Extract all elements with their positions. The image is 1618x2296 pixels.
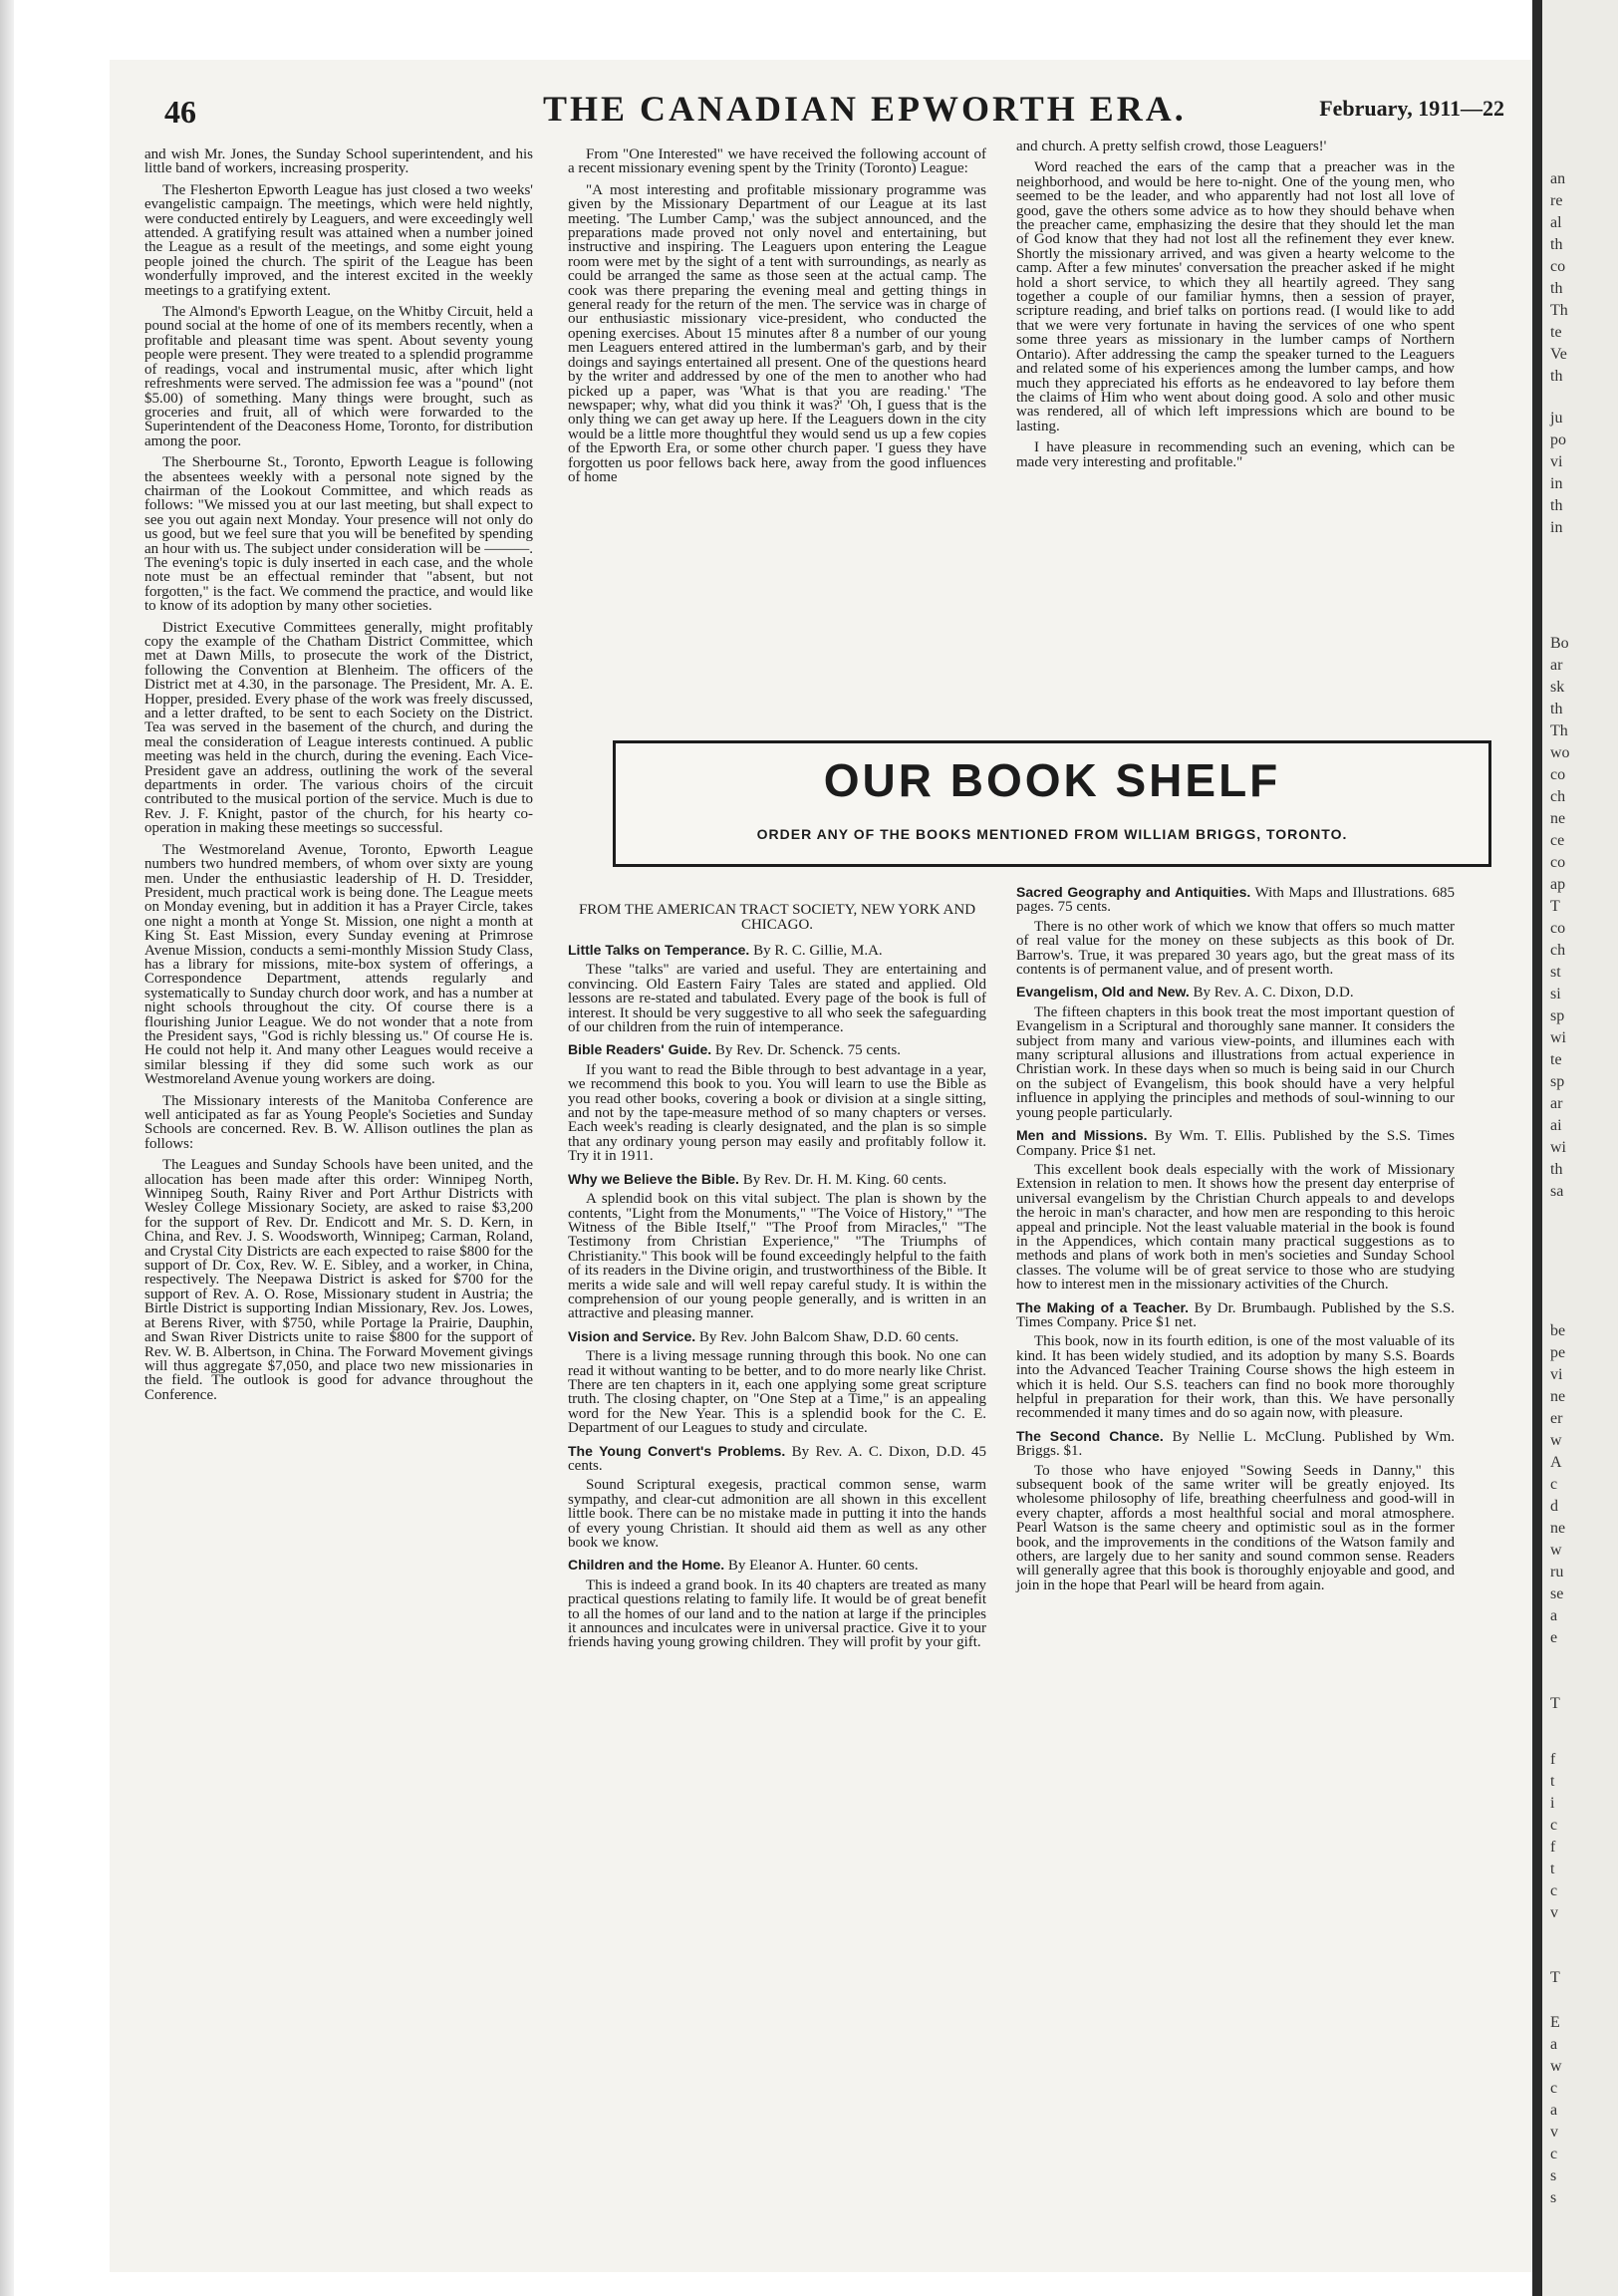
adjacent-page-fragment: te [1550, 324, 1562, 341]
adjacent-page-fragment: s [1550, 2167, 1557, 2184]
page-header [164, 88, 1504, 138]
adjacent-page-fragment: ap [1550, 876, 1566, 893]
book-entry-heading [1016, 1128, 1455, 1158]
adjacent-page-fragment: th [1550, 236, 1563, 253]
adjacent-page-fragment: i [1550, 1795, 1555, 1812]
book-title: Bible Readers' Guide. [568, 1041, 712, 1058]
book-title: Little Talks on Temperance. [568, 942, 750, 958]
book-byline: By Rev. Dr. H. M. King. 60 cents. [742, 1171, 947, 1188]
news-paragraph: The Sherbourne St., Toronto, Epworth League is following the absentees weekly with a personal note signed by the chairman of the Lookout Committee, and which reads as follows: "We missed you at our last meeting, but shall expect to see you out again next Monday. Your presence will not only do us good, but we feel sure that you will be benefited by spending an hour with us. The subject under consideration will be ———. The evening's topic is duly inserted in each case, and the whole note must be an effectual reminder that "absent, but not forgotten," is the fact. We commend the practice, and would like to know of its adoption by many other societies. [144, 454, 533, 615]
book-byline: By Rev. John Balcom Shaw, D.D. 60 cents. [698, 1328, 959, 1345]
adjacent-page-fragment: Ve [1550, 346, 1567, 363]
book-entry-heading [568, 1042, 986, 1057]
adjacent-page-fragment: an [1550, 170, 1566, 187]
page-number: 46 [164, 94, 196, 130]
adjacent-page-fragment: co [1550, 920, 1566, 937]
adjacent-page-fragment: pe [1550, 1344, 1566, 1361]
book-entry-heading [568, 1444, 986, 1474]
book-byline: By R. C. Gillie, M.A. [753, 943, 883, 959]
book-entry-heading [1016, 1429, 1455, 1459]
adjacent-page-fragment: vi [1550, 453, 1563, 470]
adjacent-page-fragment: wo [1550, 744, 1570, 761]
adjacent-page-fragment: re [1550, 192, 1563, 209]
adjacent-page-fragment: vi [1550, 1366, 1563, 1383]
news-paragraph: "A most interesting and profitable missionary programme was given by the Missionary Department of our League at its last meeting. 'The Lumber Camp,' was the subject announced, and the preparations made proved not only novel and entertaining, but instructive and inspiring. The Leaguers upon entering the League room were met by the sight of a tent with surroundings, as nearly as could be arranged the same as those seen at the actual camp. The cook was there preparing the evening meal and getting things in general ready for the return of the men. The service was in charge of our enthusiastic missionary vice-president, who conducted the opening exercises. About 15 minutes after 8 a number of our young men Leaguers entered attired in the lumberman's garb, and by their doings and sayings entertained all present. One of the questions heard by the writer and addressed by one of the men to another who had picked up a paper, was 'What is that you are reading.' 'The newspaper; why, what did you think it was?' 'Oh, I guess that is the only thing we can get away up here. If the Leaguers down in the city would be a little more thoughtful they would send us up a few copies of the Epworth Era, or some other church paper. 'I guess they have forgotten us poor fellows back here, away from the good influences of home [568, 181, 986, 485]
book-title: Vision and Service. [568, 1327, 696, 1344]
adjacent-page-fragment: ar [1550, 1095, 1563, 1112]
news-paragraph: District Executive Committees generally, might profitably copy the example of the Chatham District Committee, which met at Dawn Mills, to prosecute the work of the District, following the Convention at Blenheim. The officers of the District met at 4.30, in the parsonage. The President, Mr. A. E. Hopper, presided. Every phase of the work was freely discussed, and a letter drafted, to be sent to each Society on the District. Tea was served in the basement of the church, and during the meal the consideration of League interests continued. A public meeting was held in the church, during the evening. Each Vice-President gave an address, outlining the work of the several departments in order. The various choirs of the circuit contributed to the musical portion of the service. Much is due to Rev. J. F. Knight, pastor of the church, for his hearty co-operation in making these meetings so successful. [144, 619, 533, 837]
adjacent-page-fragment: Th [1550, 722, 1568, 739]
adjacent-page-fragment: ch [1550, 942, 1566, 959]
news-paragraph: and church. A pretty selfish crowd, those Leaguers!' [1016, 139, 1327, 154]
adjacent-page-fragment: sp [1550, 1073, 1565, 1090]
magazine-page [110, 60, 1534, 2272]
adjacent-page-fragment: t [1550, 1773, 1555, 1790]
book-title: Evangelism, Old and New. [1016, 984, 1190, 1001]
book-shelf-banner [613, 740, 1491, 867]
book-title: The Young Convert's Problems. [568, 1442, 786, 1459]
adjacent-page-fragment: c [1550, 2146, 1558, 2162]
adjacent-page-fragment: sp [1550, 1007, 1565, 1024]
issue-date: February, 1911—22 [1319, 96, 1504, 121]
news-paragraph: I have pleasure in recommending such an evening, which can be made very interesting and profitable." [1016, 439, 1455, 470]
news-column-3 [1016, 140, 1455, 476]
news-paragraph: and wish Mr. Jones, the Sunday School superintendent, and his little band of workers, increasing prosperity. [144, 146, 533, 177]
book-byline: By Rev. Dr. Schenck. 75 cents. [714, 1042, 901, 1059]
adjacent-page-fragment: th [1550, 368, 1563, 385]
adjacent-page-fragment: sa [1550, 1183, 1564, 1200]
adjacent-page-fragment: ar [1550, 657, 1563, 674]
adjacent-page-fragment: a [1550, 2102, 1558, 2119]
adjacent-page-fragment: wi [1550, 1139, 1566, 1156]
news-column-2 [568, 147, 986, 491]
book-entry-heading [568, 1172, 986, 1187]
adjacent-page-fragment: th [1550, 280, 1563, 297]
adjacent-page-fragment: T [1550, 1695, 1560, 1712]
publisher-heading: FROM THE AMERICAN TRACT SOCIETY, NEW YORK AND CHICAGO. [578, 902, 976, 933]
book-title: Why we Believe the Bible. [568, 1170, 739, 1187]
book-spine [1532, 0, 1542, 2296]
news-paragraph: The Westmoreland Avenue, Toronto, Epworth League numbers two hundred members, of whom over sixty are young men. Under the enthusiastic leadership of H. D. Tresidder, President, much practical work is being done. The League meets on Monday evening, but in addition it has a Prayer Circle, takes one night a month at Yonge St. Mission, one night a month at King St. East Mission, every Sunday evening at Primrose Avenue Mission, conducts a semi-monthly Mission Study Class, has a library for missions, mite-box system of offerings, a Correspondence Department, attends regularly and systematically to Sunday church door work, and has a number at night schools throughout the city. Of course there is a flourishing Junior League. We do not wonder that a note from the President says, "God is richly blessing us." Of course He is. He could not help it. And many other Leagues would receive a similar blessing if they did some such work as our Westmoreland Avenue young workers are doing. [144, 841, 533, 1088]
adjacent-page-fragment: sk [1550, 679, 1565, 696]
scan-edge [0, 0, 14, 2296]
adjacent-page-fragment: th [1550, 497, 1563, 514]
book-title: The Making of a Teacher. [1016, 1298, 1190, 1315]
adjacent-page-fragment: in [1550, 475, 1563, 492]
book-byline: By Dr. Brumbaugh. Published by the S.S. Times Company. Price $1 net. [1016, 1299, 1456, 1330]
book-entry-heading [568, 1558, 986, 1573]
adjacent-page-fragment: T [1550, 1969, 1560, 1986]
adjacent-page-fragment: er [1550, 1410, 1563, 1427]
book-byline: By Nellie L. McClung. Published by Wm. Briggs. $1. [1016, 1428, 1455, 1460]
adjacent-page-fragment: w [1550, 1432, 1562, 1449]
book-review: These "talks" are varied and useful. They are entertaining and convincing. Old Eastern Fairy Tales are stated and applied. Old lessons are re-stated and tabulated. Every page of the book is full of interest. It should be very suggestive to all who seek the safeguarding of our children from the ruin of intemperance. [568, 962, 986, 1036]
book-shelf-title: OUR BOOK SHELF [823, 754, 1281, 806]
adjacent-page-fragment: c [1550, 1476, 1558, 1493]
book-review: This book, now in its fourth edition, is one of the most valuable of its kind. It has been widely studied, and its adoption by many S.S. Boards into the Advanced Teacher Training Course shows the high esteem in which it is held. Our S.S. teachers can find no book more thoroughly helpful in preparation for their work, than this. We have personally recommended it many times and do so again now, with pleasure. [1016, 1333, 1455, 1422]
adjacent-page-fragment: f [1550, 1839, 1556, 1856]
news-paragraph: The Leagues and Sunday Schools have been united, and the allocation has been made after this order: Winnipeg North, Winnipeg South, Rainy River and Port Arthur Districts with Wesley College Missionary Society, are asked to raise $3,200 for the support of Rev. Dr. Endicott and Mr. S. D. Kern, in China, and Rev. J. S. Woodsworth, Winnipeg; Carman, Roland, and Crystal City Districts are each expected to raise $800 for the support of Dr. Cox, Rev. W. E. Sibley, and a worker, in China, respectively. The Neepawa District is asked for $700 for the support of Rev. A. O. Rose, Missionary student in Austria; the Birtle District is supporting Indian Missionary, Rev. Jos. Lowes, at Berens River, with $750, while Portage la Prairie, Dauphin, and Swan River Districts unite to raise $800 for the support of Rev. W. B. Albertson, in China. The Forward Movement givings will thus aggregate $7,050, and place two new missionaries in the field. The outlook is good for advance throughout the Conference. [144, 1157, 533, 1403]
book-reviews-right [1016, 877, 1455, 1599]
adjacent-page-fragment: a [1550, 2036, 1558, 2053]
book-entry-heading [568, 1329, 986, 1344]
adjacent-page-fragment: ch [1550, 788, 1566, 805]
book-reviews-left [568, 903, 986, 1657]
adjacent-page-fragment: ju [1550, 410, 1563, 427]
adjacent-page-fragment: c [1550, 1882, 1558, 1899]
adjacent-page-fragment: ne [1550, 1388, 1566, 1405]
adjacent-page-fragment: wi [1550, 1029, 1566, 1046]
adjacent-page-fragment: ai [1550, 1117, 1562, 1134]
book-byline: With Maps and Illustrations. 685 pages. 75 cents. [1016, 885, 1456, 916]
news-paragraph: From "One Interested" we have received the following account of a recent missionary evening spent by the Trinity (Toronto) League: [568, 146, 986, 177]
book-byline: By Rev. A. C. Dixon, D.D. 45 cents. [568, 1443, 987, 1474]
news-paragraph: The Flesherton Epworth League has just closed a two weeks' evangelistic campaign. The meetings, which were held nightly, were conducted entirely by Leaguers, and were exceedingly well attended. A gratifying result was attained when a number joined the League as a result of the meetings, and some eight young people joined the church. The spirit of the League has been wonderfully improved, and the interest excited in the weekly meetings to a gratifying extent. [144, 181, 533, 299]
adjacent-page-fragment: co [1550, 258, 1566, 275]
book-review: There is no other work of which we know that offers so much matter of real value for the money on these subjects as this book of Dr. Barrow's. True, it was prepared 30 years ago, but the great mass of its contents is of permanent value, and of present worth. [1016, 918, 1455, 979]
book-byline: By Eleanor A. Hunter. 60 cents. [727, 1558, 919, 1575]
adjacent-page-fragment: ne [1550, 810, 1566, 827]
adjacent-page-fragment: T [1550, 898, 1560, 915]
book-entry-heading [568, 943, 986, 958]
news-paragraph: The Missionary interests of the Manitoba Conference are well anticipated as far as Young People's Societies and Sunday Schools are concerned. Rev. B. W. Allison outlines the plan as follows: [144, 1092, 533, 1152]
adjacent-page-fragment: ru [1550, 1564, 1564, 1580]
adjacent-page-fragment: v [1550, 2124, 1558, 2141]
publication-title: THE CANADIAN EPWORTH ERA. [543, 89, 1187, 129]
adjacent-page-fragment: a [1550, 1607, 1558, 1624]
adjacent-page-fragment: d [1550, 1498, 1558, 1515]
book-byline: By Rev. A. C. Dixon, D.D. [1193, 985, 1354, 1002]
adjacent-page-fragment: w [1550, 2058, 1562, 2075]
adjacent-page-fragment: si [1550, 986, 1561, 1003]
adjacent-page-fragment: be [1550, 1322, 1566, 1339]
adjacent-page-fragment: v [1550, 1904, 1558, 1921]
adjacent-page-fragment: Bo [1550, 635, 1569, 652]
adjacent-page-fragment: Th [1550, 302, 1568, 319]
adjacent-page-fragment: th [1550, 701, 1563, 718]
book-title: Children and the Home. [568, 1557, 725, 1574]
adjacent-page-fragment: in [1550, 519, 1563, 536]
book-title: The Second Chance. [1016, 1427, 1164, 1444]
adjacent-page-fragment: c [1550, 2080, 1558, 2097]
adjacent-page-edge [1542, 0, 1618, 2296]
book-entry-heading [1016, 885, 1455, 915]
adjacent-page-fragment: se [1550, 1585, 1564, 1602]
book-title: Sacred Geography and Antiquities. [1016, 884, 1251, 900]
book-review: Sound Scriptural exegesis, practical common sense, warm sympathy, and clear-cut admonition are all shown in this excellent little book. There can be no mistake made in putting it into the hands of every young Christian. It should aid them as well as any other book we know. [568, 1477, 986, 1552]
book-review: A splendid book on this vital subject. The plan is shown by the contents, "Light from the Monuments," "The Voice of History," "The Witness of the Bible Itself," "The Proof from Miracles," "The Testimony from Christian Experience," "The Triumphs of Christianity." This book will be found exceedingly helpful to the faith of its readers in the Divine origin, and trustworthiness of the Bible. It merits a wide sale and will well repay careful study. It is within the comprehension of our young people generally, and is written in an attractive and pleasing manner. [568, 1191, 986, 1322]
adjacent-page-fragment: f [1550, 1751, 1556, 1768]
news-paragraph: Word reached the ears of the camp that a preacher was in the neighborhood, and would be here to-night. One of the young men, who seemed to be the leader, and who apparently had not lost all love of good, gave the others some advice as to how they should behave when the preacher came, emphasizing the desire that they should let the man of God know that they had not lost all the refinement they ever knew. Shortly the missionary arrived, and was given a hearty welcome to the camp. After a few minutes' conversation the preacher asked if he might hold a short service, to which they all heartily agreed. They sang together a couple of our familiar hymns, then a session of prayer, scripture reading, and brief talks on portions read. (I would like to add that we were very fortunate in having the services of one who spent some three years as missionary in the lumber camps of Northern Ontario). After addressing the camp the speaker turned to the Leaguers and related some of his experiences among the lumber camps, and how much they appreciated his efforts as he endeavored to lay before them the claims of Him who went about doing good. A solo and other music was rendered, all of which left impressions which are bound to be lasting. [1016, 159, 1455, 434]
adjacent-page-fragment: e [1550, 1629, 1558, 1646]
adjacent-page-fragment: ce [1550, 832, 1565, 849]
book-review: If you want to read the Bible through to best advantage in a year, we recommend this book to you. You will learn to use the Bible as you read other books, covering a book or division at a single sitting, and not by the tape-measure method of so many chapters or verses. Each week's reading is clearly designated, and the plan is so simple that any ordinary young person may easily and profitably follow it. Try it in 1911. [568, 1061, 986, 1165]
book-review: This is indeed a grand book. In its 40 chapters are treated as many practical questions relating to family life. It would be of great benefit to all the homes of our land and to the nation at large if the principles it announces and inculcates were in universal practice. Give it to your friends having young growing children. They will profit by your gift. [568, 1577, 986, 1651]
adjacent-page-fragment: w [1550, 1542, 1562, 1559]
adjacent-page-fragment: co [1550, 766, 1566, 783]
adjacent-page-fragment: st [1550, 964, 1561, 981]
adjacent-page-fragment: t [1550, 1861, 1555, 1877]
adjacent-page-fragment: te [1550, 1051, 1562, 1068]
adjacent-page-fragment: ne [1550, 1520, 1566, 1537]
news-paragraph: The Almond's Epworth League, on the Whitby Circuit, held a pound social at the home of one of its members recently, when a profitable and pleasant time was spent. About seventy young people were present. They were treated to a splendid programme of readings, vocal and instrumental music, after which light refreshments were served. The admission fee was a "pound" (not $5.00) of something. Many things were brought, such as groceries and fruit, all of which were forwarded to the Superintendent of the Deaconess Home, Toronto, for distribution among the poor. [144, 304, 533, 449]
book-review: To those who have enjoyed "Sowing Seeds in Danny," this subsequent book of the same writer will be greatly enjoyed. Its wholesome philosophy of life, breathing cheerfulness and good-will in every chapter, affords a most healthful social and moral atmosphere. Pearl Watson is the same cheery and optimistic soul as in the former book, and the improvements in the conditions of the Watson family and others, are largely due to her sanity and sound common sense. Readers will generally agree that this book is thoroughly enjoyable and good, and join in the hope that Pearl will be heard from again. [1016, 1462, 1455, 1593]
adjacent-page-fragment: al [1550, 214, 1562, 231]
book-review: This excellent book deals especially with the work of Missionary Extension in relation to men. It shows how the present day enterprise of universal evangelism by the Christian Church appeals to and develops the heroic in man's character, and how men are responding to this heroic appeal and principle. Not the least valuable material in the book is found in the Appendices, which contain many practical suggestions as to methods and plans of work both in men's societies and Sunday School classes. The volume will be of great service to those who are studying how to interest men in the missionary activities of the Church. [1016, 1161, 1455, 1293]
book-entry-heading [1016, 1300, 1455, 1330]
book-review: There is a living message running through this book. No one can read it without wanting to be better, and to do more nearly like Christ. There are ten chapters in it, each one applying some great scripture truth. The closing chapter, on "One Step at a Time," is an appealing word for the New Year. This is a splendid book for the C. E. Department of our Leagues to study and circulate. [568, 1348, 986, 1437]
adjacent-page-fragment: c [1550, 1817, 1558, 1834]
adjacent-page-fragment: po [1550, 431, 1566, 448]
adjacent-page-fragment: E [1550, 2014, 1560, 2031]
adjacent-page-fragment: th [1550, 1161, 1563, 1178]
adjacent-page-fragment: A [1550, 1454, 1562, 1471]
book-byline: By Wm. T. Ellis. Published by the S.S. Times Company. Price $1 net. [1016, 1128, 1456, 1159]
adjacent-page-fragment: co [1550, 854, 1566, 871]
book-shelf-subtitle: ORDER ANY OF THE BOOKS MENTIONED FROM WILLIAM BRIGGS, TORONTO. [756, 826, 1348, 842]
book-title: Men and Missions. [1016, 1127, 1148, 1144]
book-review: The fifteen chapters in this book treat the most important question of Evangelism in a Scriptural and thoroughly sane manner. It considers the subject from many and various view-points, and illumines each with many scriptural allusions and illustrations from actual experience in Christian work. In these days when so much is being said in our Church on the subject of Evangelism, this book should have a very helpful influence in applying the principles and methods of soul-winning to our young people particularly. [1016, 1004, 1455, 1121]
book-entry-heading [1016, 985, 1455, 1000]
adjacent-page-fragment: s [1550, 2189, 1557, 2206]
news-column-1 [144, 147, 533, 1409]
